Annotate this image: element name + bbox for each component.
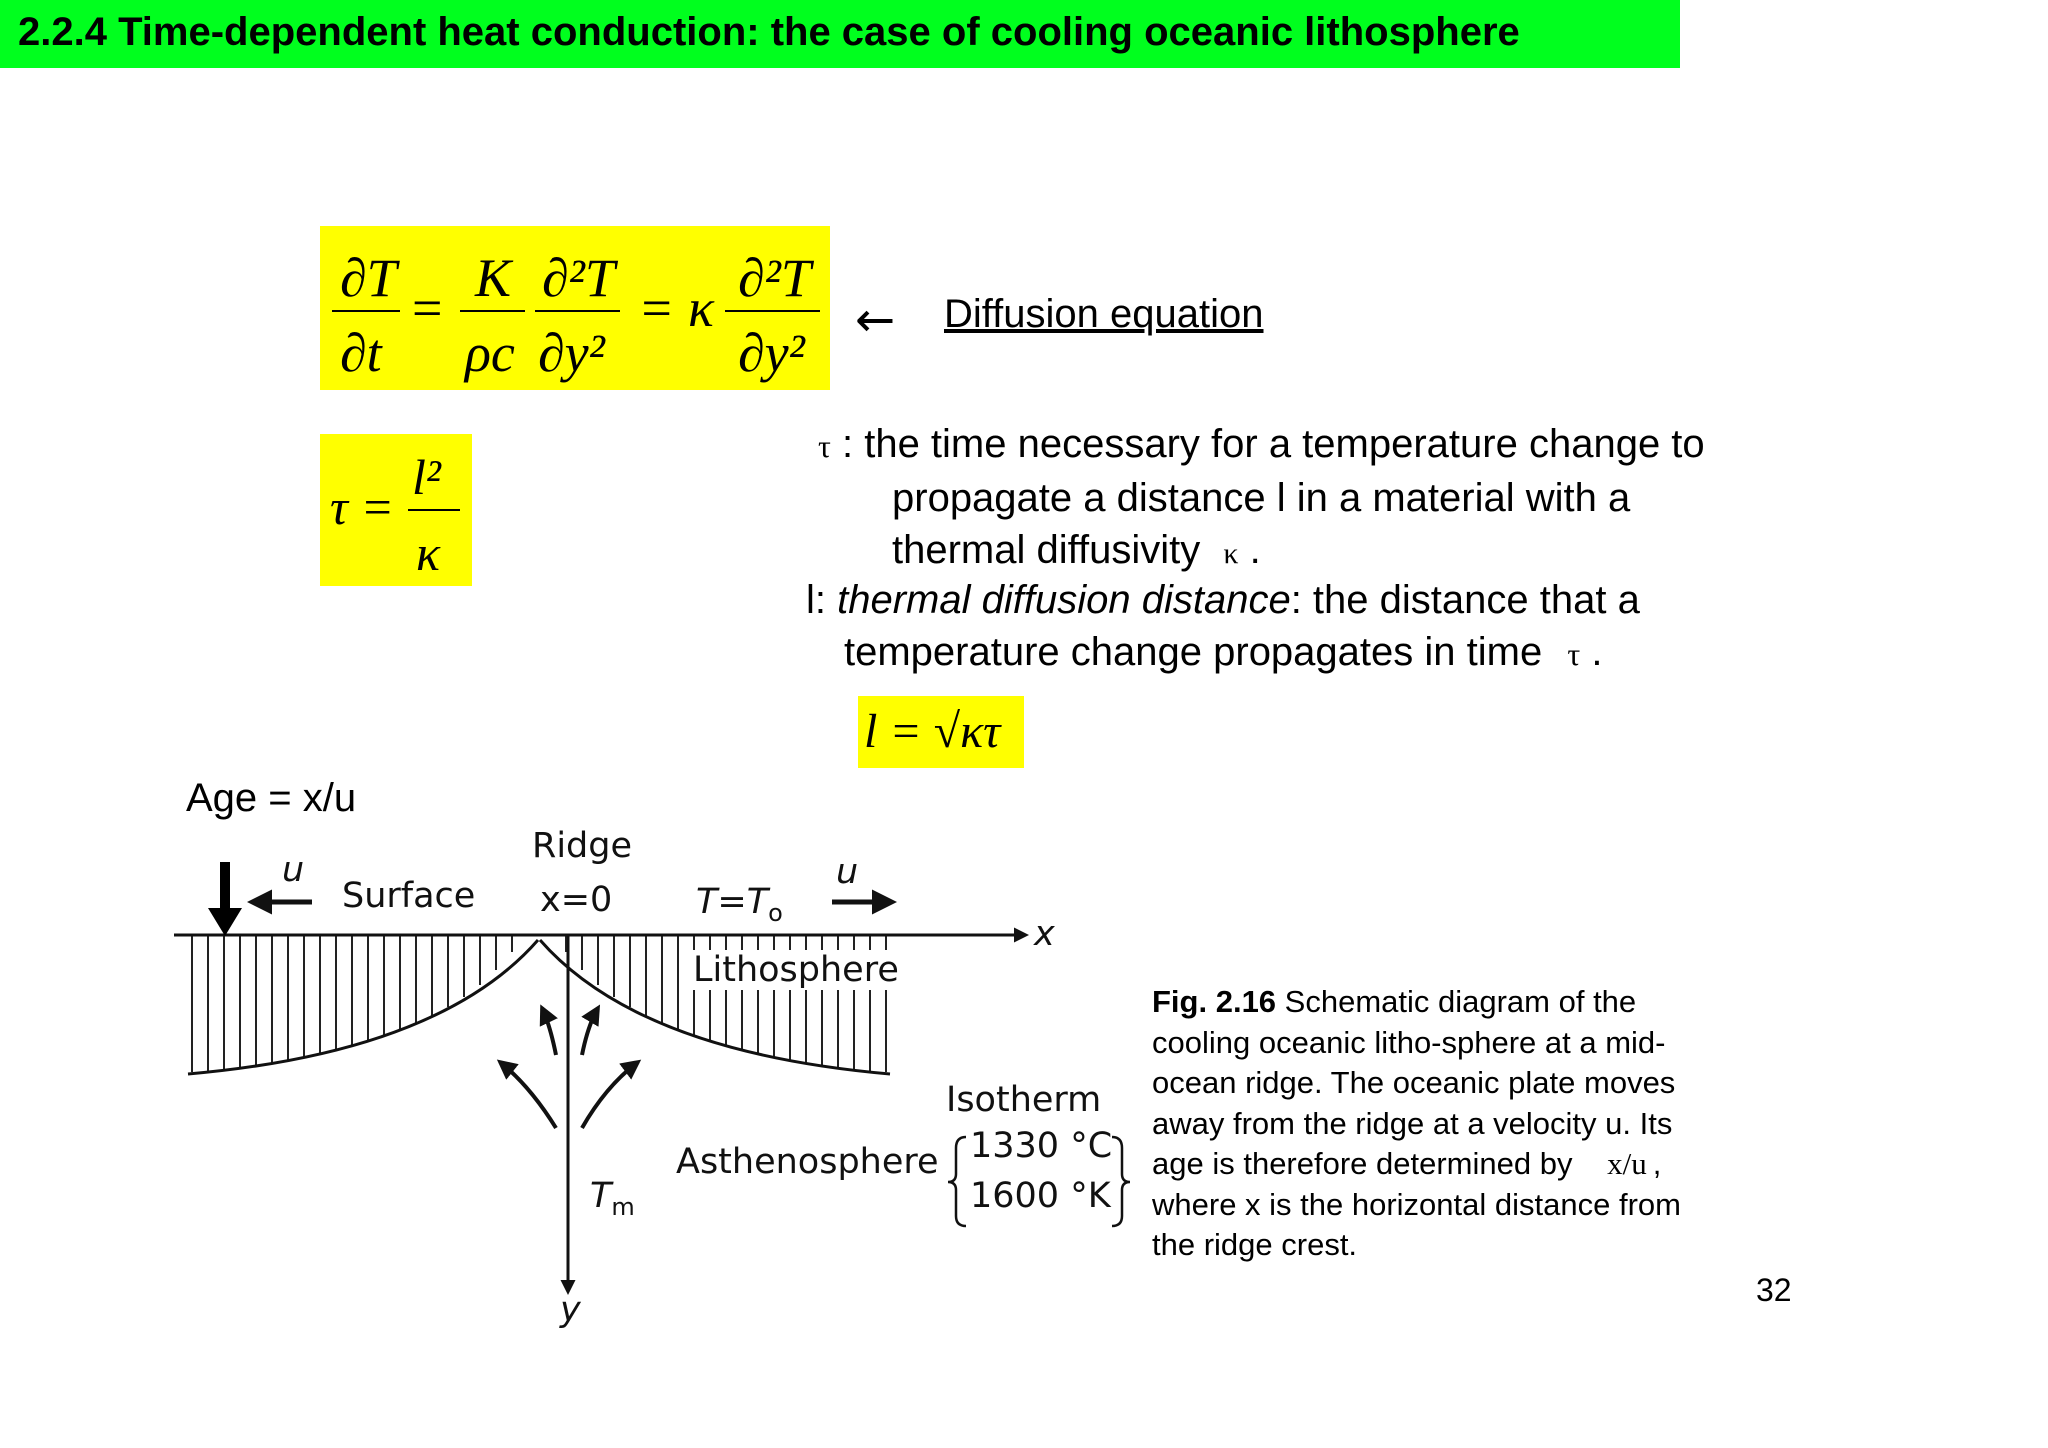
u-right-label: u [836,852,859,892]
l-def-prefix: l: [806,578,826,622]
lithosphere-label: Lithosphere [690,950,902,990]
kappa-symbol: κ [1223,537,1239,570]
tau-den: κ [416,525,440,581]
eq-lhs-num: ∂T [340,248,397,308]
isotherm-label: Isotherm [946,1080,1102,1120]
page-number: 32 [1756,1272,1792,1308]
eq-f2-num: ∂²T [542,248,615,308]
diffusion-equation [320,226,830,390]
eq-lhs-den: ∂t [340,323,382,383]
tau-def-line2: propagate a distance l in a material with a [892,476,1631,520]
tau-equation [320,434,472,586]
ridge-label: Ridge [532,826,633,866]
l-def-line1-rest: : the distance that a [1290,578,1640,622]
x0-label: x=0 [540,880,613,920]
tau-def-line1: : the time necessary for a temperature change to [841,422,1705,466]
caption-line5: age is therefore determined by [1152,1146,1573,1181]
u-left-label: u [282,850,305,890]
eq-f3-den: ∂y² [738,323,805,383]
eq-f2-den: ∂y² [538,323,605,383]
asthenosphere-label: Asthenosphere [676,1142,939,1182]
t-to-label: $T=T_o$ [696,882,783,927]
caption-line3: ocean ridge. The oceanic plate moves [1152,1065,1676,1100]
tau-definition [818,418,1705,580]
caption-line1: Schematic diagram of the [1276,984,1637,1019]
isotherm-value-1: 1330 °C [970,1126,1113,1166]
down-arrow-icon [208,862,242,936]
caption-line5-end: , [1652,1146,1662,1181]
caption-line4: away from the ridge at a velocity u. Its [1152,1105,1673,1141]
figure-caption [1152,982,1681,1266]
tm-label: $T_m$ [590,1176,635,1221]
slide-title-bar [0,0,1680,68]
l-definition [806,574,1640,680]
tau-symbol: τ [818,428,831,464]
caption-line7: the ridge crest. [1152,1227,1358,1262]
caption-line6: where x is the horizontal distance from [1152,1186,1681,1222]
slide-title: 2.2.4 Time-dependent heat conduction: the case of cooling oceanic lithosphere [18,10,1520,54]
length-equation: l = √κτ [864,705,1001,758]
tau-num: l² [412,449,441,505]
left-arrow-icon: ← [855,292,896,348]
surface-label: Surface [342,876,476,916]
x-axis-label: x [1034,914,1055,954]
tau-equation-box [320,434,472,586]
l-def-term: thermal diffusion distance [837,578,1291,622]
eq-equal-2: = κ [638,278,714,338]
tau-def-line3: thermal diffusivity [892,528,1201,572]
eq-f1-den: ρc [465,323,515,383]
diffusion-equation-label: Diffusion equation [944,292,1264,336]
diffusion-equation-box [320,226,830,390]
tau-lhs: τ = [330,479,395,535]
y-axis-label: y [560,1290,581,1330]
eq-equal-1: = [412,278,443,338]
length-equation-box [858,696,1024,768]
eq-f1-num: K [475,248,512,308]
isotherm-value-2: 1600 °K [970,1176,1111,1216]
figure-label: Fig. 2.16 [1152,984,1277,1019]
caption-formula: x/u [1607,1146,1647,1181]
l-def-line2: temperature change propagates in time [844,630,1543,674]
eq-f3-num: ∂²T [738,248,811,308]
l-def-line2-end: . [1591,630,1603,674]
tau-def-line3-end: . [1249,528,1261,572]
age-label: Age = x/u [186,776,357,820]
tau-symbol-2: τ [1567,636,1581,672]
caption-line2: cooling oceanic litho-sphere at a mid- [1152,1024,1666,1060]
